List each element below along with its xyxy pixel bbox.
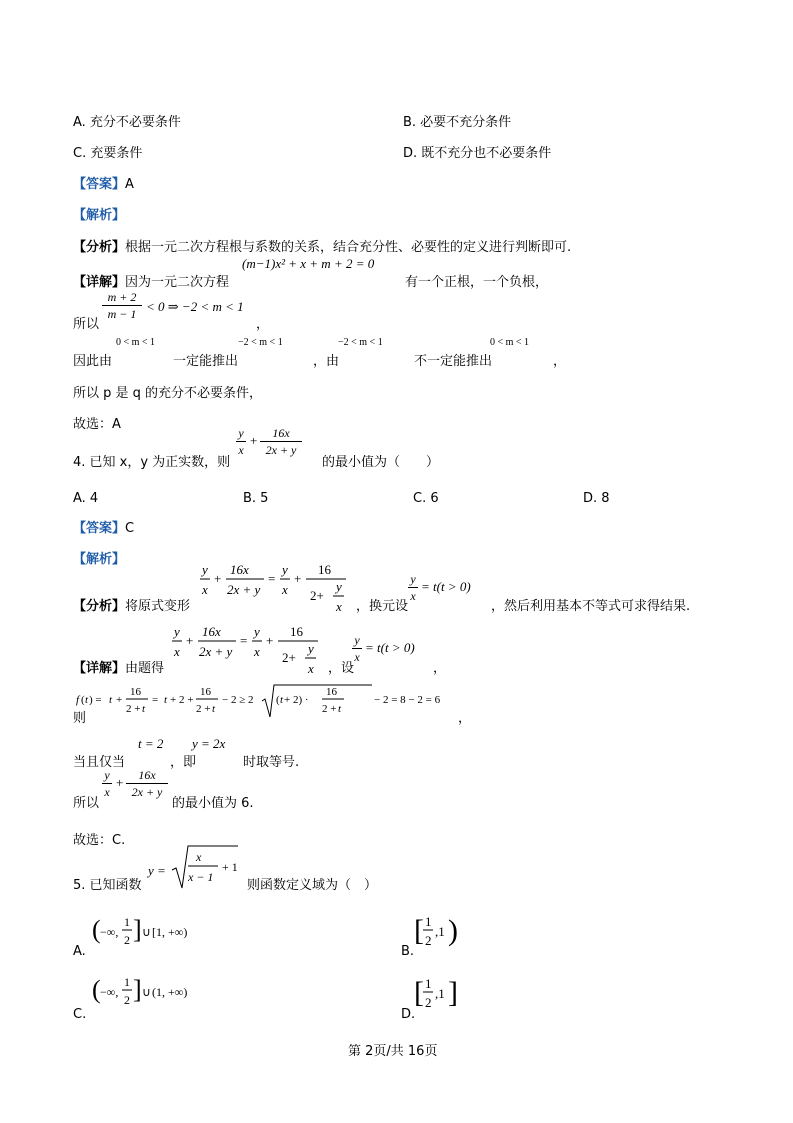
q3-option-d: D. 既不充分也不必要条件 xyxy=(403,146,552,161)
q3-analysis-label xyxy=(73,209,125,222)
q3-conclusion: 所以 p 是 q 的充分不必要条件， xyxy=(73,386,263,401)
svg-text:t: t xyxy=(338,703,342,715)
frac-den-x: x xyxy=(354,650,360,664)
svg-text:) =: ) = xyxy=(89,694,102,706)
svg-text:[: [ xyxy=(414,976,424,1009)
xiangjie-text1: 由题得 xyxy=(125,661,165,676)
q3-you: ，由 xyxy=(313,354,340,369)
q4-stem-prefix: 4. 已知 x，y 为正实数，则 xyxy=(73,455,231,470)
svg-text:16: 16 xyxy=(130,686,141,698)
answer-label: 【答案】 xyxy=(73,521,126,536)
q3-buyiding: 不一定能推出 xyxy=(414,354,493,369)
q4-sub-frac xyxy=(408,572,418,603)
answer-label: 【答案】 xyxy=(73,177,126,192)
frac-num-16x: 16x xyxy=(138,768,156,782)
q4-t-eq: t = 2 xyxy=(138,736,164,751)
answer-value: C xyxy=(125,521,135,536)
svg-text:2: 2 xyxy=(124,993,130,1007)
q4-min-frac-16x xyxy=(126,768,168,799)
q4-xiangjie-comma: ， xyxy=(433,661,447,676)
q4-sub-frac-2 xyxy=(352,633,362,664)
q3-equation: (m−1)x² + x + m + 2 = 0 xyxy=(242,256,375,271)
q4-option-a: A. 4 xyxy=(73,491,99,506)
svg-text:(: ( xyxy=(92,915,101,944)
q5-stem-prefix: 5. 已知函数 xyxy=(73,878,142,893)
svg-text:x − 1: x − 1 xyxy=(188,870,214,884)
analysis-label: 【解析】 xyxy=(73,552,126,567)
svg-text:∪: ∪ xyxy=(142,985,151,999)
q4-option-c: C. 6 xyxy=(413,491,439,506)
q4-stem-suffix: 的最小值为（ ） xyxy=(322,455,440,470)
fenxi-label: 【分析】 xyxy=(73,599,126,614)
svg-text:f: f xyxy=(76,694,80,706)
ineq-denominator: m − 1 xyxy=(107,307,137,321)
plus-sign: + xyxy=(250,433,258,448)
svg-text:]: ] xyxy=(133,915,142,944)
q3-cond3: −2 < m < 1 xyxy=(338,337,383,348)
svg-text:=: = xyxy=(152,694,159,706)
svg-text:y: y xyxy=(336,579,342,594)
svg-text:t: t xyxy=(164,694,168,706)
q4-ji: ，即 xyxy=(170,755,197,770)
q3-xiangjie xyxy=(73,276,229,289)
q4-ze: 则 xyxy=(73,711,87,726)
svg-text:1: 1 xyxy=(124,975,130,989)
fenxi-text: 根据一元二次方程根与系数的关系，结合充分性、必要性的定义进行判断即可. xyxy=(125,240,572,255)
svg-text:2: 2 xyxy=(124,933,130,947)
svg-text:]: ] xyxy=(133,975,142,1004)
q4-fenxi xyxy=(73,600,190,613)
svg-text:+: + xyxy=(294,571,302,586)
svg-text:,1: ,1 xyxy=(435,986,445,1001)
q3-cond2: −2 < m < 1 xyxy=(238,337,283,348)
fenxi-label: 【分析】 xyxy=(73,240,126,255)
q4-stem-frac-y-x xyxy=(236,426,246,457)
svg-text:t: t xyxy=(280,694,284,706)
svg-text:x: x xyxy=(336,599,342,614)
q4-fenxi-text2: ，换元设 xyxy=(356,599,409,614)
q4-suoyi: 所以 xyxy=(73,796,100,811)
xiangjie-label: 【详解】 xyxy=(73,275,126,290)
svg-text:y: y xyxy=(308,641,314,656)
q4-y-eq: y = 2x xyxy=(192,736,226,751)
q5-option-b-expr xyxy=(414,910,464,954)
svg-text:x: x xyxy=(196,850,202,864)
svg-text:t: t xyxy=(109,694,113,706)
svg-text:+ 2 +: + 2 + xyxy=(170,694,194,706)
svg-text:x: x xyxy=(202,582,208,597)
svg-text:): ) xyxy=(448,914,458,947)
svg-text:−∞,: −∞, xyxy=(100,925,119,939)
svg-text:2: 2 xyxy=(425,933,432,948)
q4-sub-eq-2: = t(t > 0) xyxy=(365,640,415,655)
q3-option-b: B. 必要不充分条件 xyxy=(403,115,512,130)
svg-text:16: 16 xyxy=(290,624,303,639)
plus-sign: + xyxy=(116,775,124,790)
q5-y-label: y = xyxy=(148,863,166,878)
svg-text:2+: 2+ xyxy=(282,650,296,665)
frac-den-x: x xyxy=(238,443,244,457)
svg-text:,1: ,1 xyxy=(435,924,445,939)
svg-text:[1, +∞): [1, +∞) xyxy=(152,925,188,939)
svg-text:+ 1: + 1 xyxy=(222,860,238,874)
q3-yiding: 一定能推出 xyxy=(173,354,239,369)
frac-den-2x-y: 2x + y xyxy=(265,443,297,457)
page-footer: 第 2页/共 16页 xyxy=(348,1044,438,1059)
svg-text:=: = xyxy=(240,633,248,648)
svg-text:x: x xyxy=(254,644,260,659)
q3-choose: 故选：A xyxy=(73,417,121,432)
svg-text:16x: 16x xyxy=(202,624,221,639)
q4-ft-formula xyxy=(76,683,466,723)
svg-text:(: ( xyxy=(81,694,85,706)
q4-answer xyxy=(73,522,134,535)
q3-suoyi: 所以 xyxy=(73,317,100,332)
svg-text:t: t xyxy=(212,703,216,715)
ineq-numerator: m + 2 xyxy=(107,290,137,304)
svg-text:y: y xyxy=(254,624,260,639)
svg-text:y: y xyxy=(202,562,208,577)
svg-text:(: ( xyxy=(92,975,101,1004)
q3-ineq-rest: < 0 ⇒ −2 < m < 1 xyxy=(146,299,244,314)
q5-option-a-label: A. xyxy=(73,944,86,959)
svg-text:y: y xyxy=(282,562,288,577)
q4-analysis-label xyxy=(73,553,125,566)
svg-text:t: t xyxy=(85,694,89,706)
svg-text:2: 2 xyxy=(425,995,432,1010)
svg-text:− 2 = 8 − 2 = 6: − 2 = 8 − 2 = 6 xyxy=(374,694,441,706)
svg-text:16x: 16x xyxy=(230,562,249,577)
frac-den-x: x xyxy=(104,785,110,799)
q5-stem-suffix: 则函数定义域为（ ） xyxy=(247,878,378,893)
svg-text:+: + xyxy=(116,694,123,706)
q4-dengh: 时取等号. xyxy=(243,755,300,770)
answer-value: A xyxy=(125,177,134,192)
svg-text:∪: ∪ xyxy=(142,925,151,939)
svg-text:+: + xyxy=(266,633,274,648)
svg-text:2 +: 2 + xyxy=(196,703,211,715)
svg-text:(1, +∞): (1, +∞) xyxy=(152,985,188,999)
svg-text:16: 16 xyxy=(326,686,337,698)
q4-xiangjie xyxy=(73,662,164,675)
q3-cond4: 0 < m < 1 xyxy=(490,337,530,348)
q5-option-c-expr xyxy=(92,972,212,1014)
q4-fenxi-formula xyxy=(198,558,358,620)
svg-text:2 +: 2 + xyxy=(126,703,141,715)
q3-xiangjie-text2: 有一个正根，一个负根， xyxy=(405,275,549,290)
q3-comma: ， xyxy=(256,317,270,332)
q4-stem-frac-16x xyxy=(260,426,302,457)
svg-text:x: x xyxy=(282,582,288,597)
svg-text:+: + xyxy=(186,633,194,648)
frac-num-y: y xyxy=(238,426,244,440)
q4-choose: 故选：C. xyxy=(73,833,126,848)
q3-option-c: C. 充要条件 xyxy=(73,146,143,161)
q5-option-d-label: D. xyxy=(401,1007,416,1022)
fenxi-text1: 将原式变形 xyxy=(125,599,191,614)
svg-text:x: x xyxy=(308,661,314,676)
analysis-label: 【解析】 xyxy=(73,208,126,223)
q3-ineq-fraction xyxy=(102,290,142,321)
svg-text:x: x xyxy=(174,644,180,659)
svg-text:2x + y: 2x + y xyxy=(227,582,261,597)
q4-sub-eq: = t(t > 0) xyxy=(421,579,471,594)
svg-text:1: 1 xyxy=(425,976,432,991)
frac-num-y: y xyxy=(104,768,110,782)
svg-text:t: t xyxy=(142,703,146,715)
frac-num-y: y xyxy=(354,633,360,647)
svg-text:+: + xyxy=(214,571,222,586)
svg-text:−∞,: −∞, xyxy=(100,985,119,999)
q4-option-b: B. 5 xyxy=(243,491,269,506)
svg-text:16: 16 xyxy=(318,562,331,577)
frac-num-16x: 16x xyxy=(272,426,290,440)
svg-text:(: ( xyxy=(276,694,280,706)
q5-option-c-label: C. xyxy=(73,1007,87,1022)
xiangjie-label: 【详解】 xyxy=(73,661,126,676)
svg-text:2 +: 2 + xyxy=(322,703,337,715)
q4-dangqie: 当且仅当 xyxy=(73,755,126,770)
svg-text:2x + y: 2x + y xyxy=(199,644,233,659)
q5-option-d-expr xyxy=(414,972,464,1016)
svg-text:− 2 ≥ 2: − 2 ≥ 2 xyxy=(222,694,254,706)
q3-fenxi xyxy=(73,241,571,254)
q5-option-b-label: B. xyxy=(401,944,415,959)
q4-minval: 的最小值为 6. xyxy=(172,796,254,811)
svg-text:+ 2) ·: + 2) · xyxy=(284,694,309,706)
xiangjie-text1: 因为一元二次方程 xyxy=(125,275,230,290)
frac-den-2x-y: 2x + y xyxy=(131,785,163,799)
q4-fenxi-text3: ，然后利用基本不等式可求得结果. xyxy=(491,599,691,614)
svg-text:y: y xyxy=(174,624,180,639)
q3-yinci: 因此由 xyxy=(73,354,113,369)
q4-option-d: D. 8 xyxy=(583,491,610,506)
q4-min-frac-y-x xyxy=(102,768,112,799)
q3-end-comma: ， xyxy=(553,354,567,369)
q3-cond1: 0 < m < 1 xyxy=(116,337,156,348)
q4-ft-comma: ， xyxy=(458,711,472,726)
svg-text:=: = xyxy=(268,571,276,586)
q4-xiangjie-text2: ，设 xyxy=(328,661,355,676)
svg-text:16: 16 xyxy=(200,686,211,698)
q3-option-a: A. 充分不必要条件 xyxy=(73,115,181,130)
svg-text:1: 1 xyxy=(425,914,432,929)
frac-num-y: y xyxy=(410,572,416,586)
svg-text:1: 1 xyxy=(124,915,130,929)
frac-den-x: x xyxy=(410,589,416,603)
svg-text:]: ] xyxy=(448,976,458,1009)
q3-answer xyxy=(73,178,134,191)
q5-sqrt-expr xyxy=(170,844,240,890)
q4-xiangjie-formula xyxy=(170,620,330,682)
svg-text:2+: 2+ xyxy=(310,588,324,603)
svg-text:[: [ xyxy=(414,914,424,947)
q5-option-a-expr xyxy=(92,912,202,954)
